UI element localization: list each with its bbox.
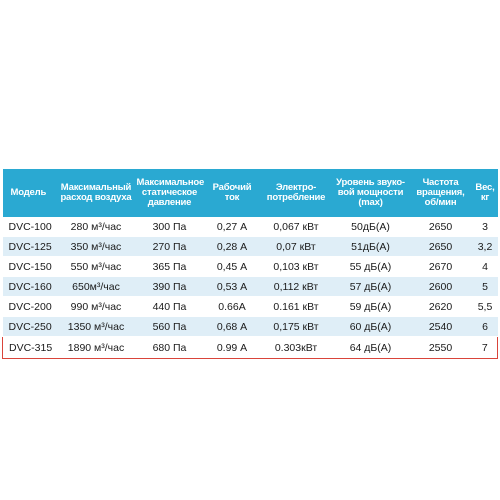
cell-current: 0,68 А <box>205 317 260 337</box>
cell-noise: 60 дБ(А) <box>333 317 409 337</box>
cell-noise: 55 дБ(А) <box>333 257 409 277</box>
cell-power: 0.161 кВт <box>260 297 333 317</box>
cell-pressure: 560 Па <box>135 317 205 337</box>
table-header <box>3 169 498 217</box>
cell-weight: 3,2 <box>473 237 498 257</box>
cell-current: 0,27 А <box>205 217 260 237</box>
cell-weight: 3 <box>473 217 498 237</box>
header-noise: Уровень звуко- вой мощности (max) <box>333 169 409 217</box>
cell-current: 0.66А <box>205 297 260 317</box>
cell-airflow: 1350 м³/час <box>58 317 135 337</box>
cell-pressure: 300 Па <box>135 217 205 237</box>
cell-rpm: 2600 <box>409 277 473 297</box>
cell-model: DVC-200 <box>3 297 58 317</box>
cell-model: DVC-100 <box>3 217 58 237</box>
table-row <box>3 257 498 277</box>
header-pressure: Максимальное статическое давление <box>135 169 205 217</box>
cell-weight: 6 <box>473 317 498 337</box>
cell-pressure: 440 Па <box>135 297 205 317</box>
cell-airflow: 280 м³/час <box>58 217 135 237</box>
cell-model: DVC-315 <box>3 337 58 359</box>
cell-power: 0.303кВт <box>260 337 333 359</box>
cell-noise: 57 дБ(А) <box>333 277 409 297</box>
cell-weight: 4 <box>473 257 498 277</box>
cell-current: 0,45 А <box>205 257 260 277</box>
cell-model: DVC-150 <box>3 257 58 277</box>
cell-weight: 7 <box>473 337 498 359</box>
cell-airflow: 1890 м³/час <box>58 337 135 359</box>
cell-noise: 51дБ(А) <box>333 237 409 257</box>
header-current: Рабочий ток <box>205 169 260 217</box>
table-row <box>3 217 498 237</box>
cell-rpm: 2620 <box>409 297 473 317</box>
header-rpm: Частота вращения, об/мин <box>409 169 473 217</box>
cell-power: 0,103 кВт <box>260 257 333 277</box>
table-row <box>3 277 498 297</box>
header-airflow: Максимальный расход воздуха <box>58 169 135 217</box>
cell-power: 0,175 кВт <box>260 317 333 337</box>
cell-rpm: 2650 <box>409 217 473 237</box>
cell-model: DVC-160 <box>3 277 58 297</box>
header-power: Электро- потребление <box>260 169 333 217</box>
cell-noise: 64 дБ(А) <box>333 337 409 359</box>
cell-power: 0,112 кВт <box>260 277 333 297</box>
cell-current: 0,28 А <box>205 237 260 257</box>
cell-rpm: 2670 <box>409 257 473 277</box>
cell-current: 0.99 А <box>205 337 260 359</box>
cell-pressure: 365 Па <box>135 257 205 277</box>
header-row <box>3 169 498 217</box>
cell-airflow: 550 м³/час <box>58 257 135 277</box>
cell-pressure: 270 Па <box>135 237 205 257</box>
table-row <box>3 237 498 257</box>
cell-pressure: 390 Па <box>135 277 205 297</box>
table-row <box>3 297 498 317</box>
cell-current: 0,53 А <box>205 277 260 297</box>
cell-noise: 50дБ(А) <box>333 217 409 237</box>
cell-rpm: 2650 <box>409 237 473 257</box>
cell-airflow: 990 м³/час <box>58 297 135 317</box>
header-weight: Вес, кг <box>473 169 498 217</box>
table-row-highlighted <box>3 337 498 359</box>
spec-table <box>2 169 498 359</box>
cell-rpm: 2550 <box>409 337 473 359</box>
table-body <box>3 217 498 359</box>
cell-airflow: 650м³/час <box>58 277 135 297</box>
cell-model: DVC-125 <box>3 237 58 257</box>
cell-weight: 5 <box>473 277 498 297</box>
cell-rpm: 2540 <box>409 317 473 337</box>
header-model: Модель <box>3 169 58 217</box>
cell-airflow: 350 м³/час <box>58 237 135 257</box>
cell-weight: 5,5 <box>473 297 498 317</box>
cell-model: DVC-250 <box>3 317 58 337</box>
table-row <box>3 317 498 337</box>
cell-noise: 59 дБ(А) <box>333 297 409 317</box>
cell-pressure: 680 Па <box>135 337 205 359</box>
cell-power: 0,07 кВт <box>260 237 333 257</box>
cell-power: 0,067 кВт <box>260 217 333 237</box>
